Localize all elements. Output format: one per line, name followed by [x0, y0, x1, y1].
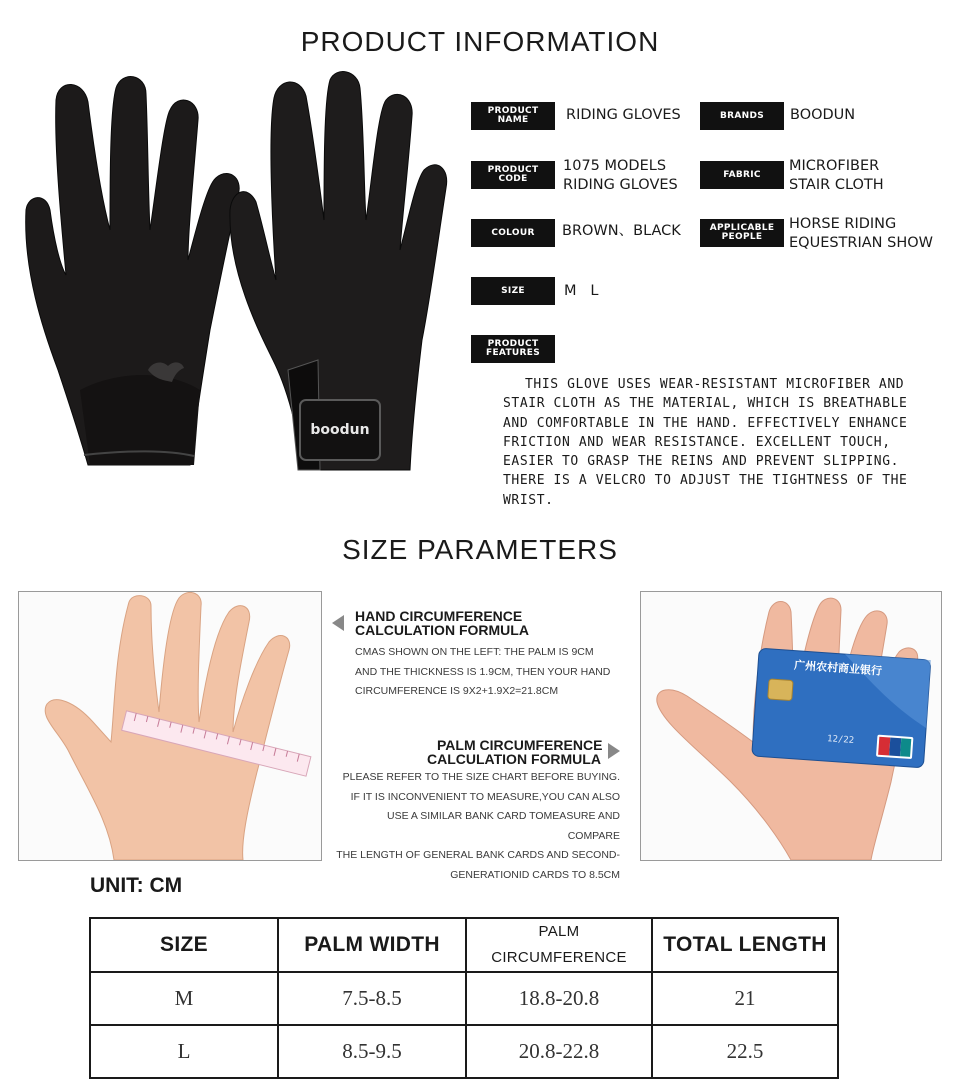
hand-formula-body: CMAS SHOWN ON THE LEFT: THE PALM IS 9CM AND THE THICKNESS IS 1.9CM, THEN YOUR HAND CIRCUMFERENCE IS 9X2+1.9X2=21.8CM — [355, 646, 611, 697]
hand-formula-title-2: CALCULATION FORMULA — [355, 622, 529, 638]
palm-formula-title-1: PALM CIRCUMFERENCE — [437, 737, 603, 753]
card-expiry: 12/22 — [826, 734, 855, 746]
product-code-value: 1075 MODELS RIDING GLOVES — [563, 158, 678, 193]
header-palm-width: PALM WIDTH — [278, 918, 466, 972]
product-features-text: THIS GLOVE USES WEAR-RESISTANT MICROFIBER AND STAIR CLOTH AS THE MATERIAL, WHICH IS BREATHABLE AND COMFORTABLE IN THE HAND. EFFECTIVELY ENHANCE FRICTION AND WEAR RESISTANCE. EXCELLENT TOUCH, EASIER TO GRASP THE REINS AND PREVENT SLIPPING. THERE IS A VELCRO TO ADJUST THE TIGHTNESS OF THE WRIST. — [503, 377, 908, 508]
palm-formula-title-2: CALCULATION FORMULA — [427, 751, 601, 767]
hand-measure-photo — [18, 591, 322, 861]
product-information-title: PRODUCT INFORMATION — [300, 26, 660, 57]
bank-card-photo — [640, 591, 942, 861]
size-table — [89, 917, 839, 1079]
gloves-image — [18, 70, 458, 490]
colour-tag: COLOUR — [471, 219, 555, 247]
brands-value: BOODUN — [790, 107, 856, 123]
cell-total-length: 22.5 — [652, 1025, 838, 1078]
table-header-row — [90, 918, 838, 972]
cell-palm-circumference: 18.8-20.8 — [466, 972, 652, 1025]
fabric-value: MICROFIBER STAIR CLOTH — [789, 158, 884, 193]
size-tag: SIZE — [471, 277, 555, 305]
palm-formula-body: PLEASE REFER TO THE SIZE CHART BEFORE BUYING. IF IT IS INCONVENIENT TO MEASURE,YOU CAN ALSO USE A SIMILAR BANK CARD TOMEASURE AND COMPARE THE LENGTH OF GENERAL BANK CARDS AND SECOND- GENERATIONID CARDS TO 8.5CM — [336, 771, 620, 881]
cell-palm-width: 7.5-8.5 — [278, 972, 466, 1025]
fabric-tag: FABRIC — [700, 161, 784, 189]
product-code-tag: PRODUCT CODE — [471, 161, 555, 189]
size-value: M L — [564, 283, 599, 299]
unit-label: UNIT: CM — [90, 874, 183, 897]
cell-size: M — [90, 972, 278, 1025]
cell-size: L — [90, 1025, 278, 1078]
arrow-left-icon — [332, 615, 344, 631]
cell-total-length: 21 — [652, 972, 838, 1025]
cell-palm-width: 8.5-9.5 — [278, 1025, 466, 1078]
size-parameters-title: SIZE PARAMETERS — [342, 534, 618, 565]
brands-tag: BRANDS — [700, 102, 784, 130]
boodun-logo: boodun — [310, 422, 370, 438]
hand-formula-title-1: HAND CIRCUMFERENCE — [355, 608, 523, 624]
applicable-people-value: HORSE RIDING EQUESTRIAN SHOW — [789, 216, 933, 251]
product-name-value: RIDING GLOVES — [566, 107, 681, 123]
product-name-tag: PRODUCT NAME — [471, 102, 555, 130]
header-total-length: TOTAL LENGTH — [652, 918, 838, 972]
colour-value: BROWN、BLACK — [562, 223, 681, 239]
header-palm-circumference: PALM CIRCUMFERENCE — [466, 918, 652, 972]
arrow-right-icon — [608, 743, 620, 759]
product-features-tag: PRODUCT FEATURES — [471, 335, 555, 363]
card-bank-name: 广州农村商业银行 — [793, 658, 883, 678]
header-size: SIZE — [90, 918, 278, 972]
table-row — [90, 972, 838, 1025]
applicable-people-tag: APPLICABLE PEOPLE — [700, 219, 784, 247]
table-row — [90, 1025, 838, 1078]
cell-palm-circumference: 20.8-22.8 — [466, 1025, 652, 1078]
